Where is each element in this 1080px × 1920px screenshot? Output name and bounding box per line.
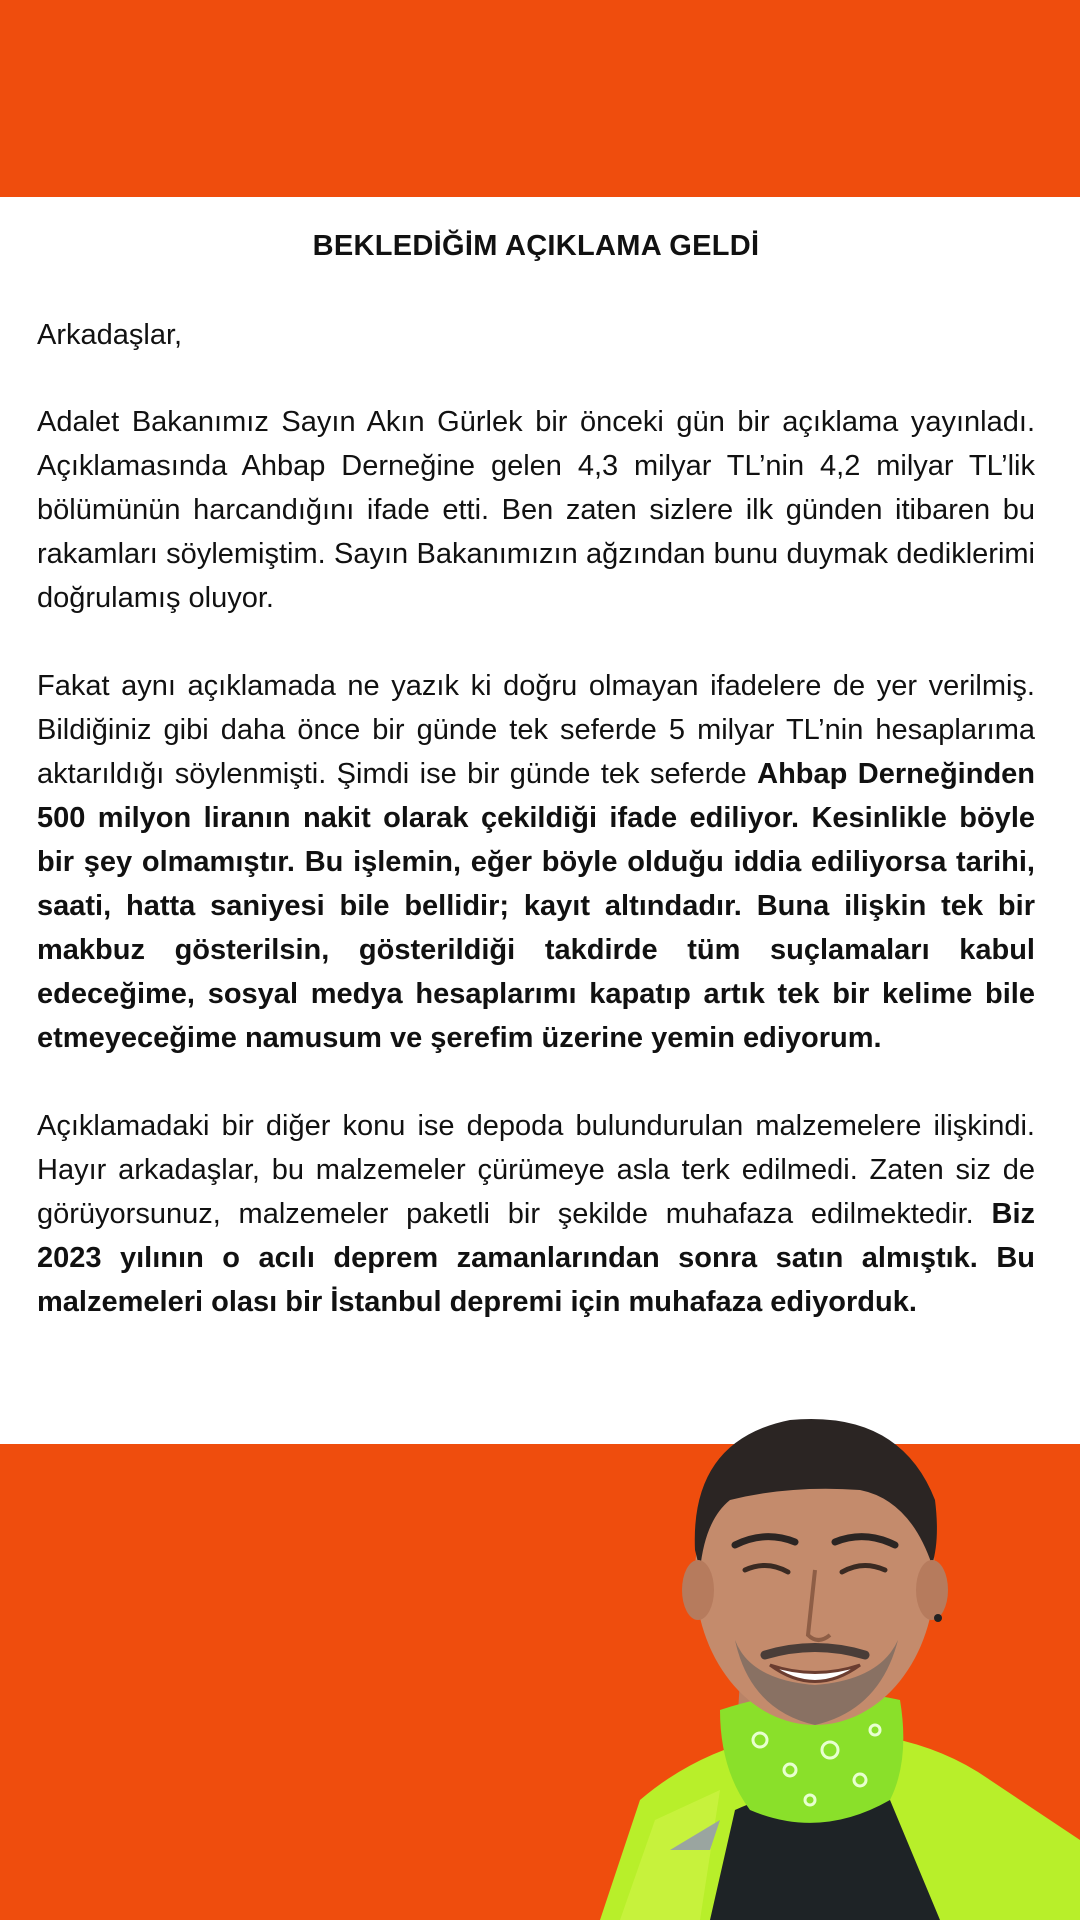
paragraph-2-text: Fakat aynı açıklamada ne yazık ki doğru olmayan ifadelere de yer verilmiş. Bildiğiniz gibi daha önce bir günde tek seferde 5 milyar TL’nin hesaplarıma aktarıldığı söylenmişti. Şimdi ise bir günde tek seferde: [37, 670, 1035, 790]
statement-content: [37, 220, 1035, 1324]
paragraph-3-bold-text: Biz 2023 yılının o acılı deprem zamanlarından sonra satın almıştık. Bu malzemeleri olası bir İstanbul depremi için muhafaza ediyorduk.: [37, 1198, 1035, 1318]
paragraph-2: [37, 664, 1035, 1060]
paragraph-2-bold-text: Ahbap Derneğinden 500 milyon liranın nakit olarak çekildiği ifade ediliyor. Kesinlikle böyle bir şey olmamıştır. Bu işlemin, eğer böyle olduğu iddia ediliyorsa tarihi, saati, hatta saniyesi bile bellidir; kayıt altındadır. Buna ilişkin tek bir makbuz gösterilsin, gösterildiği takdirde tüm suçlamaları kabul edeceğime, sosyal medya hesaplarımı kapatıp artık tek bir kelime bile etmeyeceğime namusum ve şerefim üzerine yemin ediyorum.: [37, 758, 1036, 1054]
paragraph-3-text: Açıklamadaki bir diğer konu ise depoda bulundurulan malzemelere ilişkindi. Hayır arkadaşlar, bu malzemeler çürümeye asla terk edilmedi. Zaten siz de görüyorsunuz, malzemeler paketli bir şekilde muhafaza edilmektedir.: [37, 1110, 1035, 1230]
statement-title: BEKLEDİĞİM AÇIKLAMA GELDİ: [312, 230, 760, 262]
paragraph-1: Adalet Bakanımız Sayın Akın Gürlek bir önceki gün bir açıklama yayınladı. Açıklamasında Ahbap Derneğine gelen 4,3 milyar TL’nin 4,2 milyar TL’lik bölümünün harcandığını ifade etti. Ben zaten sizlere ilk günden itibaren bu rakamları söylemiştim. Sayın Bakanımızın ağzından bunu duymak dediklerimi doğrulamış oluyor.: [37, 406, 1035, 614]
greeting: Arkadaşlar,: [37, 319, 183, 351]
man-portrait-illustration: [560, 1380, 1080, 1920]
portrait-photo: [560, 1380, 1080, 1920]
top-orange-band: [0, 0, 1080, 197]
paragraph-3: [37, 1104, 1035, 1324]
